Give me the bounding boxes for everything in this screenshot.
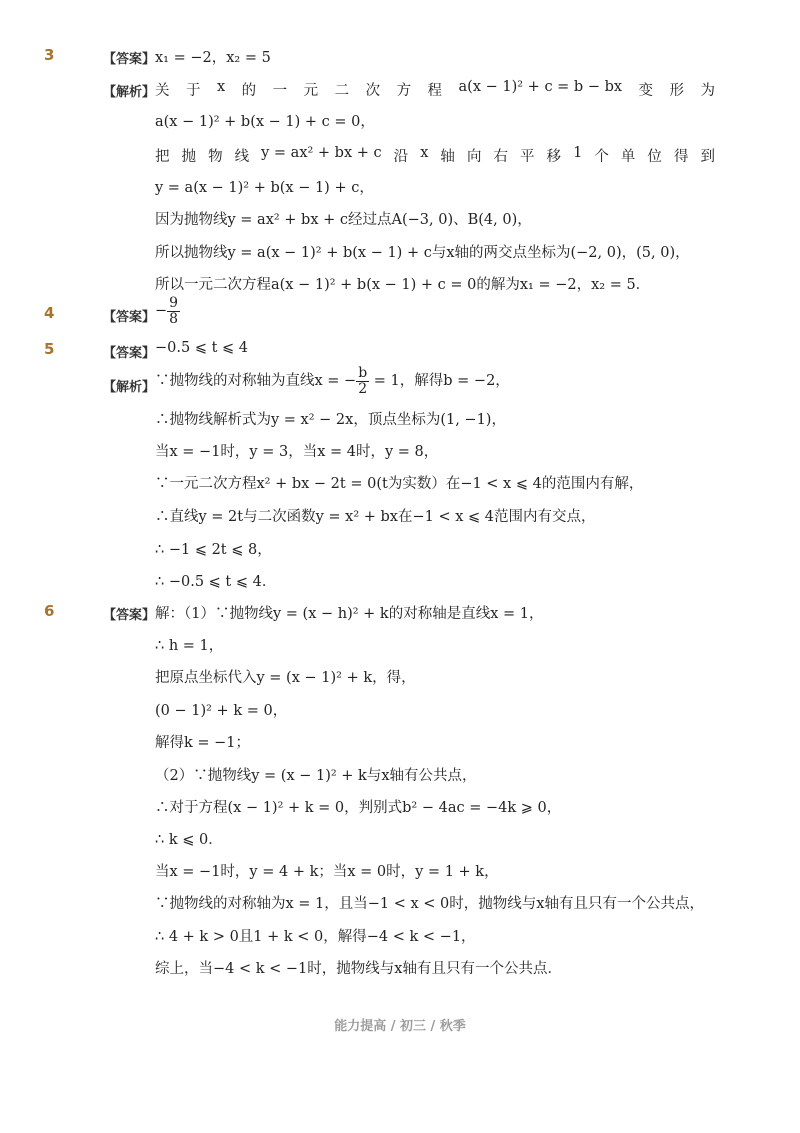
justified-word: 次	[365, 83, 381, 99]
justified-word: 于	[185, 83, 201, 99]
analysis-label: 【解析】	[103, 380, 156, 395]
answer-line: ∵抛物线的对称轴为x = 1，且当−1 < x < 0时，抛物线与x轴有且只有一个公共点，	[155, 896, 704, 912]
justified-word: 1	[573, 145, 583, 161]
answer-line: ∴ k ⩽ 0．	[155, 832, 223, 848]
answer-text: x₁ = −2，x₂ = 5	[155, 50, 271, 66]
analysis-line: ∵一元二次方程x² + bx − 2t = 0(t为实数）在−1 < x ⩽ 4的范围内有解，	[155, 476, 644, 492]
justified-word: 为	[700, 83, 715, 99]
answer-label: 【答案】	[103, 310, 156, 325]
answer-line: (0 − 1)² + k = 0，	[155, 703, 288, 719]
justified-word: 二	[334, 83, 350, 99]
justified-word: 物	[208, 149, 223, 165]
justified-word: 形	[669, 83, 685, 99]
justified-word: 的	[241, 83, 257, 99]
analysis-line: a(x − 1)² + b(x − 1) + c = 0，	[155, 114, 375, 130]
justified-word: 关	[155, 83, 170, 99]
justified-word: x	[216, 79, 226, 95]
question-number: 4	[44, 304, 55, 322]
answer-line: 当x = −1时，y = 4 + k；当x = 0时，y = 1 + k，	[155, 864, 499, 880]
answer-line: ∴ h = 1，	[155, 638, 224, 654]
justified-word: 程	[427, 83, 443, 99]
analysis-line	[155, 79, 715, 100]
answer-line: 综上，当−4 < k < −1时，抛物线与x轴有且只有一个公共点．	[155, 961, 562, 977]
justified-word: 把	[155, 149, 170, 165]
fraction-denominator: 8	[169, 310, 179, 327]
answer-sign: −	[155, 303, 168, 320]
justified-word: 抛	[181, 149, 197, 165]
justified-word: 移	[546, 149, 562, 165]
justified-word: 右	[493, 149, 508, 165]
analysis-line: 所以一元二次方程a(x − 1)² + b(x − 1) + c = 0的解为x₁ = −2，x₂ = 5．	[155, 277, 651, 293]
justified-word: 方	[396, 83, 412, 99]
question-number: 3	[44, 46, 55, 64]
answer-line: 把原点坐标代入y = (x − 1)² + k，得，	[155, 670, 416, 686]
justified-word: x	[420, 145, 429, 161]
justified-word: 轴	[440, 149, 455, 165]
answer-text	[155, 296, 180, 326]
justified-word: 得	[673, 149, 689, 165]
answer-line: （2）∵抛物线y = (x − 1)² + k与x轴有公共点，	[155, 768, 477, 784]
justified-word: 到	[700, 149, 715, 165]
answer-line: ∴对于方程(x − 1)² + k = 0，判别式b² − 4ac = −4k ⩾ 0，	[155, 800, 562, 816]
fraction	[356, 366, 369, 396]
justified-word: a(x − 1)² + c = b − bx	[458, 79, 623, 95]
analysis-line: 当x = −1时，y = 3，当x = 4时，y = 8，	[155, 444, 439, 460]
analysis-line	[155, 366, 510, 396]
justified-word: 一	[272, 83, 288, 99]
justified-word: 个	[594, 149, 609, 165]
justified-word: 平	[520, 149, 535, 165]
answer-label: 【答案】	[103, 346, 156, 361]
answer-label: 【答案】	[103, 608, 156, 623]
justified-word: 元	[303, 83, 319, 99]
analysis-line: 所以抛物线y = a(x − 1)² + b(x − 1) + c与x轴的两交点坐标为(−2, 0)，(5, 0)，	[155, 245, 690, 261]
fraction-denominator: 2	[358, 380, 368, 397]
answer-fraction	[167, 296, 180, 326]
analysis-line: y = a(x − 1)² + b(x − 1) + c，	[155, 180, 374, 196]
answer-line: 解得k = −1；	[155, 735, 251, 751]
answer-line: 解：（1）∵抛物线y = (x − h)² + k的对称轴是直线x = 1，	[155, 606, 544, 622]
analysis-label: 【解析】	[103, 85, 156, 100]
analysis-line: ∴直线y = 2t与二次函数y = x² + bx在−1 < x ⩽ 4范围内有交点，	[155, 509, 596, 525]
justified-word: y = ax² + bx + c	[261, 145, 382, 161]
answer-line: ∴ 4 + k > 0且1 + k < 0，解得−4 < k < −1，	[155, 929, 476, 945]
justified-word: 向	[466, 149, 482, 165]
justified-word: 线	[234, 149, 250, 165]
analysis-line: 因为抛物线y = ax² + bx + c经过点A(−3, 0)、B(4, 0)，	[155, 212, 532, 228]
analysis-line: ∴ −0.5 ⩽ t ⩽ 4．	[155, 574, 277, 590]
analysis-line: ∴ −1 ⩽ 2t ⩽ 8，	[155, 542, 272, 558]
text-segment: = 1，解得b = −2，	[369, 373, 510, 390]
text-segment: ∵抛物线的对称轴为直线x = −	[155, 373, 357, 390]
justified-word: 沿	[393, 149, 409, 165]
page-footer: 能力提高 / 初三 / 秋季	[334, 1019, 466, 1034]
fraction-numerator: 9	[169, 295, 179, 311]
answer-text: −0.5 ⩽ t ⩽ 4	[155, 340, 248, 356]
justified-word: 单	[620, 149, 636, 165]
justified-word: 变	[638, 83, 654, 99]
question-number: 6	[44, 602, 55, 620]
analysis-line	[155, 145, 715, 166]
answer-label: 【答案】	[103, 52, 156, 67]
question-number: 5	[44, 340, 55, 358]
analysis-line: ∴抛物线解析式为y = x² − 2x，顶点坐标为(1, −1)，	[155, 412, 506, 428]
fraction-numerator: b	[358, 365, 368, 381]
justified-word: 位	[647, 149, 662, 165]
